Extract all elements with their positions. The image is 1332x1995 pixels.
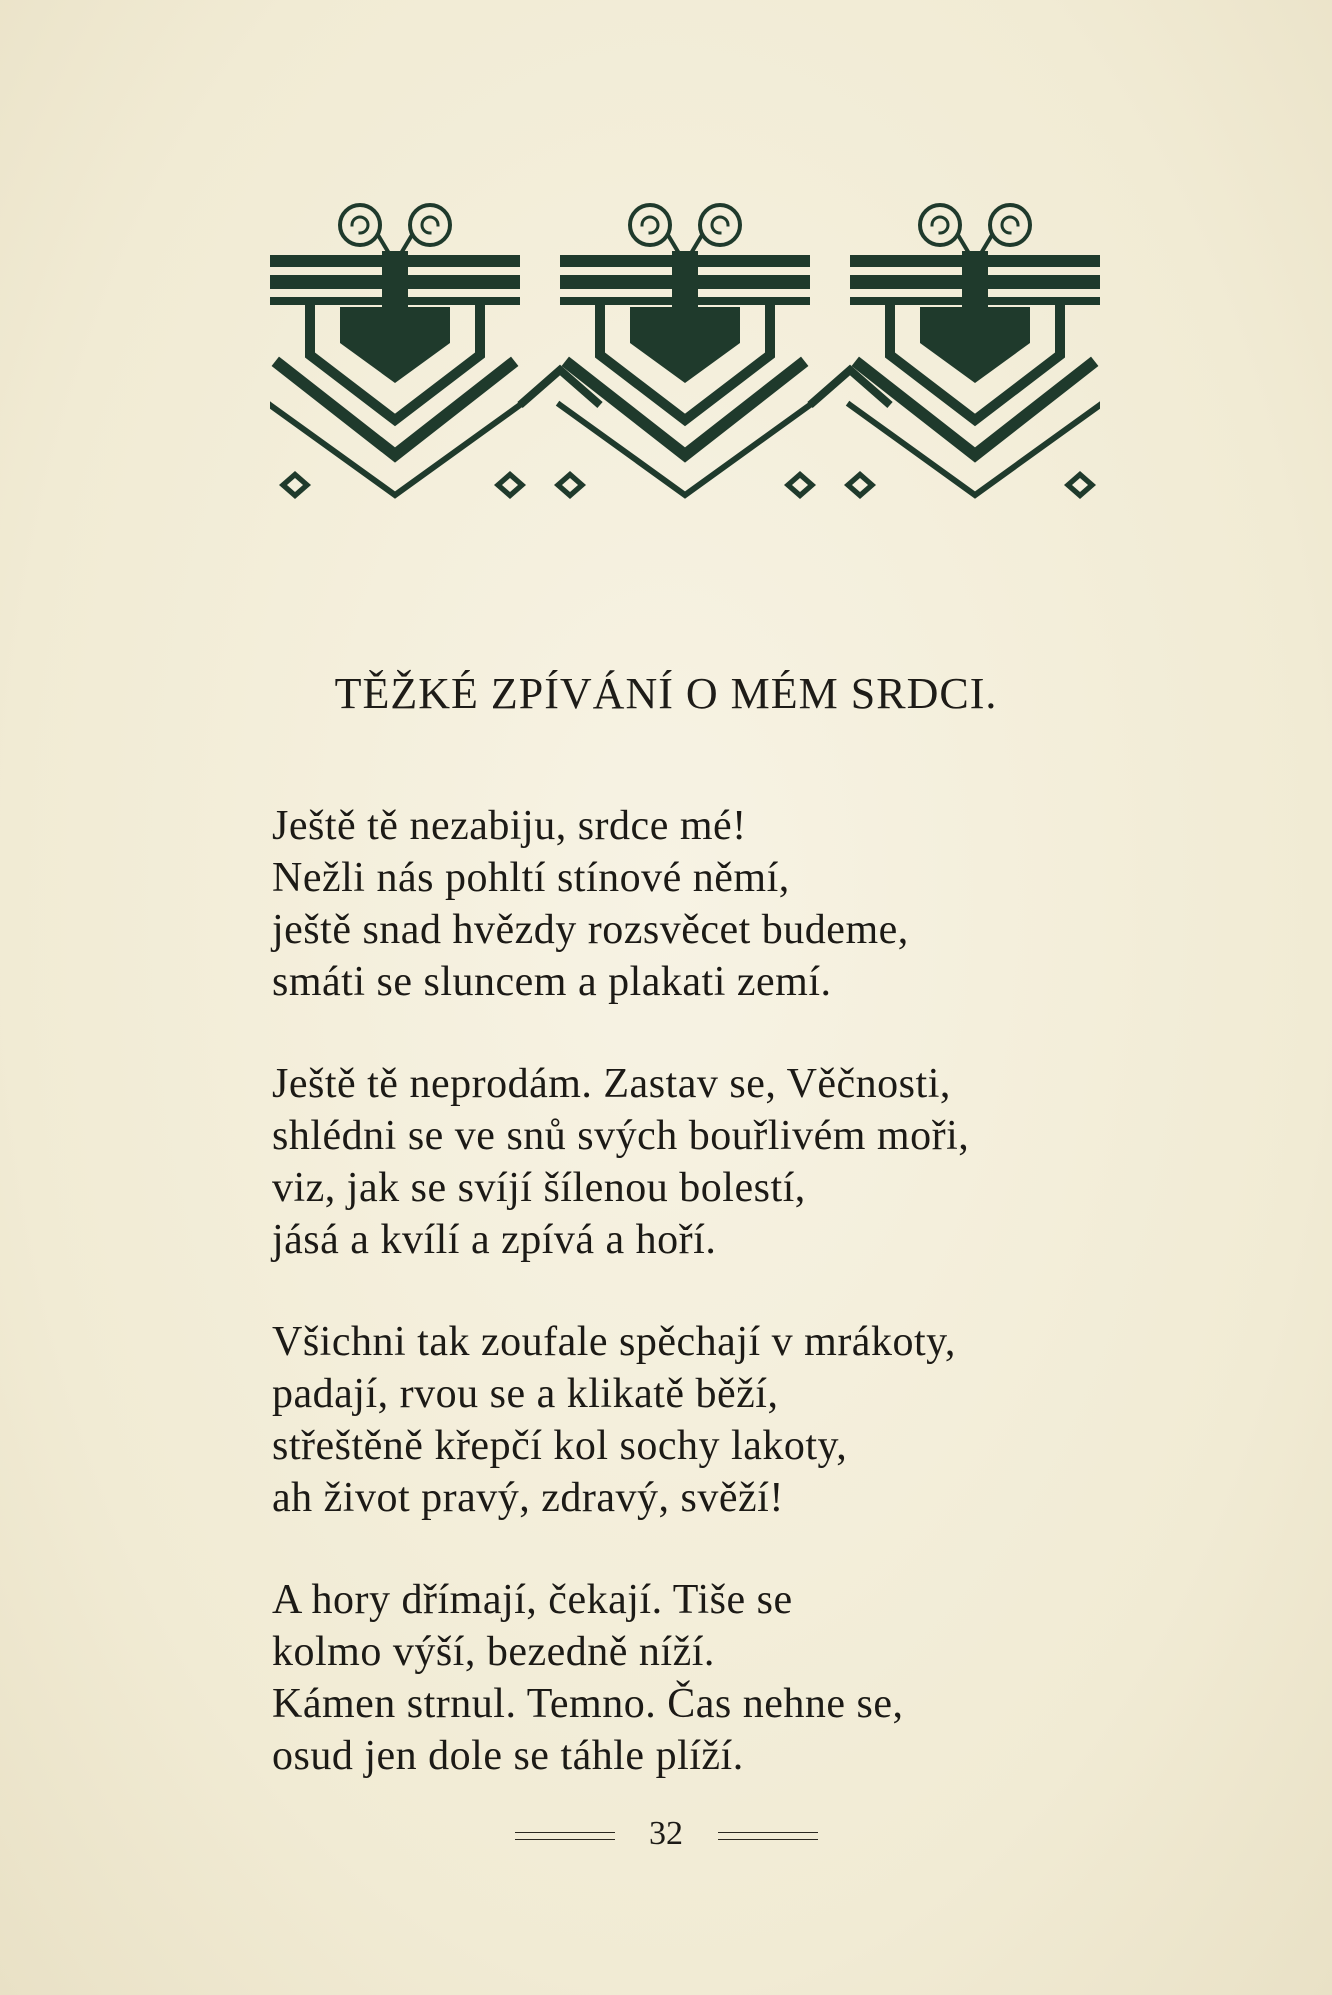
stanza-3 [272,1316,1272,1524]
stanza-2 [272,1058,1272,1266]
stanza-1 [272,800,1272,1008]
poem-line: viz, jak se svíjí šílenou bolestí, [272,1165,806,1211]
poem-line: Nežli nás pohltí stínové němí, [272,855,790,901]
footer-rule-right [718,1832,818,1840]
poem-line: padají, rvou se a klikatě běží, [272,1371,779,1417]
poem-body [272,800,1272,1832]
poem-line: shlédni se ve snů svých bouřlivém moři, [272,1113,970,1159]
footer-rule-left [515,1832,615,1840]
poem-line: střeštěně křepčí kol sochy lakoty, [272,1423,848,1469]
page-number: 32 [649,1815,683,1852]
poem-line: jásá a kvílí a zpívá a hoří. [272,1217,717,1263]
poem-line: osud jen dole se táhle plíží. [272,1733,744,1779]
poem-line: kolmo výší, bezedně níží. [272,1629,715,1675]
poem-line: smáti se sluncem a plakati zemí. [272,959,832,1005]
poem-line: Ještě tě neprodám. Zastav se, Věčnosti, [272,1061,951,1107]
poem-line: Ještě tě nezabiju, srdce mé! [272,803,747,849]
poem-line: ještě snad hvězdy rozsvěcet budeme, [272,907,909,953]
page-footer [0,1815,1332,1853]
decorative-ornament-icon [270,195,1100,515]
poem-line: Kámen strnul. Temno. Čas nehne se, [272,1681,904,1727]
poem-line: Všichni tak zoufale spěchají v mrákoty, [272,1319,956,1365]
stanza-4 [272,1574,1272,1782]
poem-line: A hory dřímají, čekají. Tiše se [272,1577,793,1623]
poem-title: TĚŽKÉ ZPÍVÁNÍ O MÉM SRDCI. [334,669,998,718]
poem-line: ah život pravý, zdravý, svěží! [272,1475,784,1521]
